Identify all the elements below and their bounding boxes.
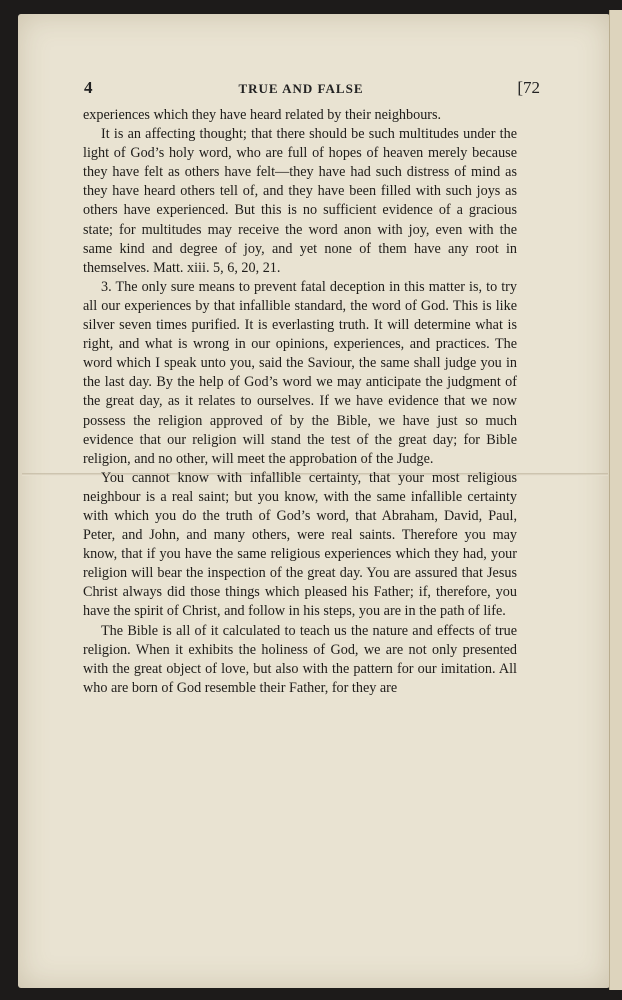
paragraph-4: You cannot know with infallible certainty, that your most religious neighbour is a real saint; but you know, with the same infallible certainty with which you do the truth of God’s word, that Abraham, David, Paul, Peter, and John, and many others, were real saints. Therefore you may know, that if you have the same religious experiences which they had, your religion will bear the inspection of the great day. You are assured that Jesus Christ always did those things which pleased his Father; if, therefore, you have the spirit of Christ, and follow in his steps, you are in the path of life.: [83, 469, 517, 620]
running-title: TRUE AND FALSE: [238, 81, 364, 96]
page-number: 4: [84, 78, 93, 97]
body-text: [83, 106, 517, 698]
running-header: [62, 78, 540, 100]
paragraph-3: 3. The only sure means to prevent fatal deception in this matter is, to try all our experiences by that infallible standard, the word of God. This is like silver seven times purified. It is everlasting truth. It will determine what is right, and what is wrong in our opinions, experiences, and practices. The word which I speak unto you, said the Saviour, the same shall judge you in the last day. By the help of God’s word we may anticipate the judgment of the great day, as it relates to ourselves. If we have evidence that we now possess the religion approved of by the Bible, we have just so much evidence that our religion will stand the test of the great day; for Bible religion, and no other, will meet the approbation of the Judge.: [83, 278, 517, 467]
next-page-edge: [609, 10, 622, 990]
signature-mark: [72: [517, 78, 540, 97]
paragraph-1: experiences which they have heard related by their neighbours.: [83, 107, 442, 123]
paragraph-5: The Bible is all of it calculated to teach us the nature and effects of true religion. When it exhibits the holiness of God, we are not only presented with the great object of love, but also with the pattern for our imitation. All who are born of God resemble their Father, for they are: [83, 622, 517, 696]
paragraph-2: It is an affecting thought; that there should be such multitudes under the light of God’s holy word, who are full of hopes of heaven merely because they have felt as others have felt—they have had such distress of mind as they have heard others tell of, and they have been filled with such joys as others have experienced. But this is no sufficient evidence of a gracious state; for multitudes may receive the word anon with joy, even with the same kind and degree of joy, and yet none of them have any root in themselves. Matt. xiii. 5, 6, 20, 21.: [83, 126, 517, 276]
